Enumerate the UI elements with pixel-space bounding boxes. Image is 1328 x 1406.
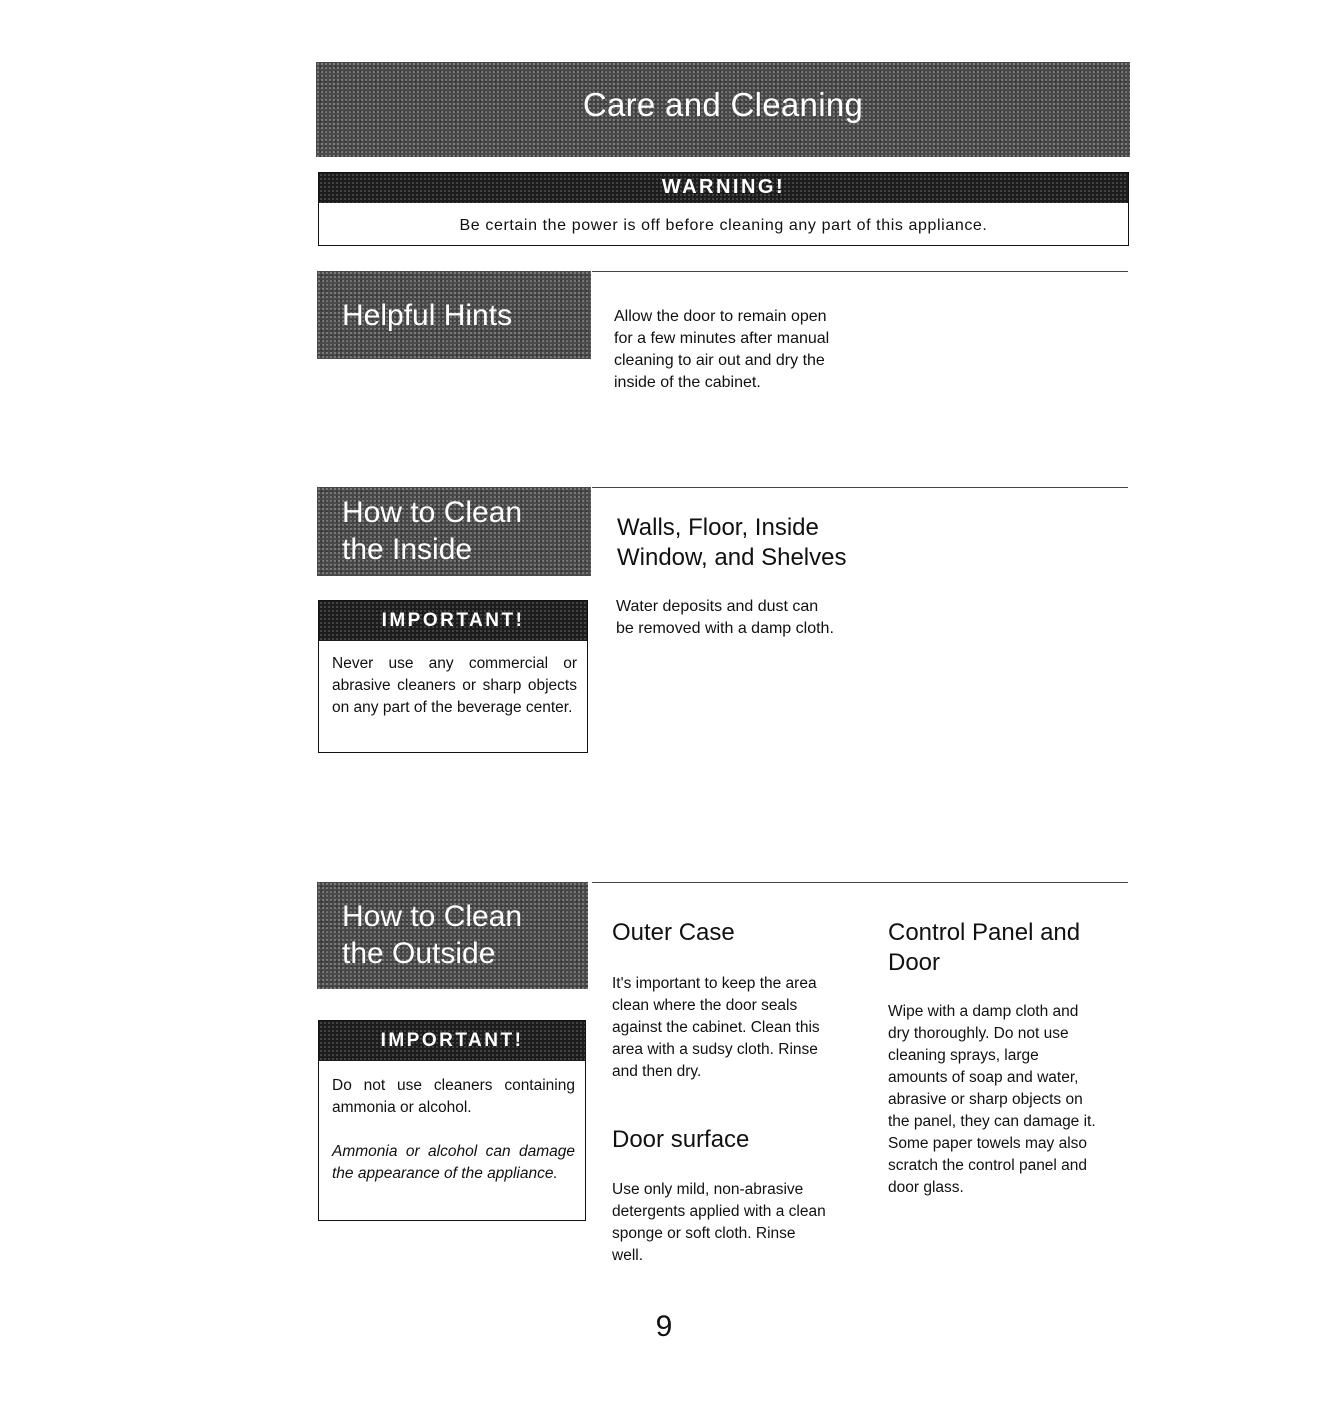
helpful-hints-heading	[317, 271, 591, 359]
subheading-line: Control Panel and	[888, 919, 1081, 946]
text-line: the panel, they can damage it.	[888, 1113, 1096, 1130]
text-line: be removed with a damp cloth.	[616, 620, 834, 637]
warning-box	[318, 172, 1129, 246]
text-line: It's important to keep the area	[612, 975, 817, 992]
text-line: against the cabinet. Clean this	[612, 1019, 820, 1036]
text-line: scratch the control panel and	[888, 1157, 1088, 1174]
helpful-hints-text	[614, 306, 884, 394]
clean-inside-heading-line: the Inside	[342, 533, 473, 566]
text-line: Some paper towels may also	[888, 1135, 1088, 1152]
important-italic-text: Ammonia or alcohol can damage the appearance of the appliance.	[332, 1143, 575, 1182]
outer-case-heading: Outer Case	[612, 919, 735, 946]
text-line: Wipe with a damp cloth and	[888, 1003, 1079, 1020]
text-line: and then dry.	[612, 1063, 702, 1080]
text-line: Water deposits and dust can	[616, 598, 819, 615]
subheading-line: Window, and Shelves	[617, 544, 847, 571]
section-divider	[592, 271, 1128, 272]
text-line: door glass.	[888, 1179, 964, 1196]
warning-text: Be certain the power is off before cleaning any part of this appliance.	[459, 217, 988, 234]
text-line: dry thoroughly. Do not use	[888, 1025, 1069, 1042]
text-line: for a few minutes after manual	[614, 330, 830, 347]
clean-inside-text	[616, 596, 896, 640]
outer-case-text	[612, 973, 877, 1083]
important-heading: IMPORTANT!	[381, 610, 525, 631]
text-line: sponge or soft cloth. Rinse	[612, 1225, 796, 1242]
page-title-banner	[316, 62, 1130, 157]
important-header	[319, 1021, 585, 1061]
clean-inside-heading	[317, 487, 591, 576]
text-line: well.	[612, 1247, 644, 1264]
important-text: Never use any commercial or abrasive cleaners or sharp objects on any part of the beverage center.	[332, 655, 577, 716]
warning-heading: WARNING!	[661, 176, 786, 198]
section-divider	[592, 882, 1128, 883]
page-title: Care and Cleaning	[582, 86, 864, 123]
door-surface-heading: Door surface	[612, 1126, 750, 1153]
helpful-hints-heading-text: Helpful Hints	[342, 299, 513, 332]
important-heading: IMPORTANT!	[380, 1030, 524, 1051]
text-line: amounts of soap and water,	[888, 1069, 1079, 1086]
text-line: cleaning sprays, large	[888, 1047, 1039, 1064]
important-text: Do not use cleaners containing ammonia or alcohol.	[332, 1077, 575, 1116]
text-line: abrasive or sharp objects on	[888, 1091, 1083, 1108]
section-divider	[592, 487, 1128, 488]
subheading-line: Walls, Floor, Inside	[617, 514, 819, 541]
text-line: area with a sudsy cloth. Rinse	[612, 1041, 818, 1058]
clean-outside-heading	[317, 882, 588, 989]
control-panel-heading	[888, 918, 1128, 978]
control-panel-text	[888, 1001, 1138, 1199]
door-surface-text	[612, 1179, 880, 1267]
page-number: 9	[655, 1310, 673, 1343]
important-box	[318, 600, 588, 753]
clean-outside-heading-line: the Outside	[342, 937, 496, 970]
important-header	[319, 601, 587, 641]
text-line: detergents applied with a clean	[612, 1203, 826, 1220]
important-box	[318, 1020, 586, 1221]
clean-inside-heading-line: How to Clean	[342, 496, 523, 529]
text-line: inside of the cabinet.	[614, 374, 761, 391]
clean-outside-heading-line: How to Clean	[342, 900, 523, 933]
text-line: cleaning to air out and dry the	[614, 352, 825, 369]
clean-inside-subheading	[617, 513, 937, 573]
text-line: Allow the door to remain open	[614, 308, 827, 325]
text-line: Use only mild, non-abrasive	[612, 1181, 804, 1198]
warning-header	[319, 173, 1128, 203]
subheading-line: Door	[888, 949, 941, 976]
text-line: clean where the door seals	[612, 997, 798, 1014]
